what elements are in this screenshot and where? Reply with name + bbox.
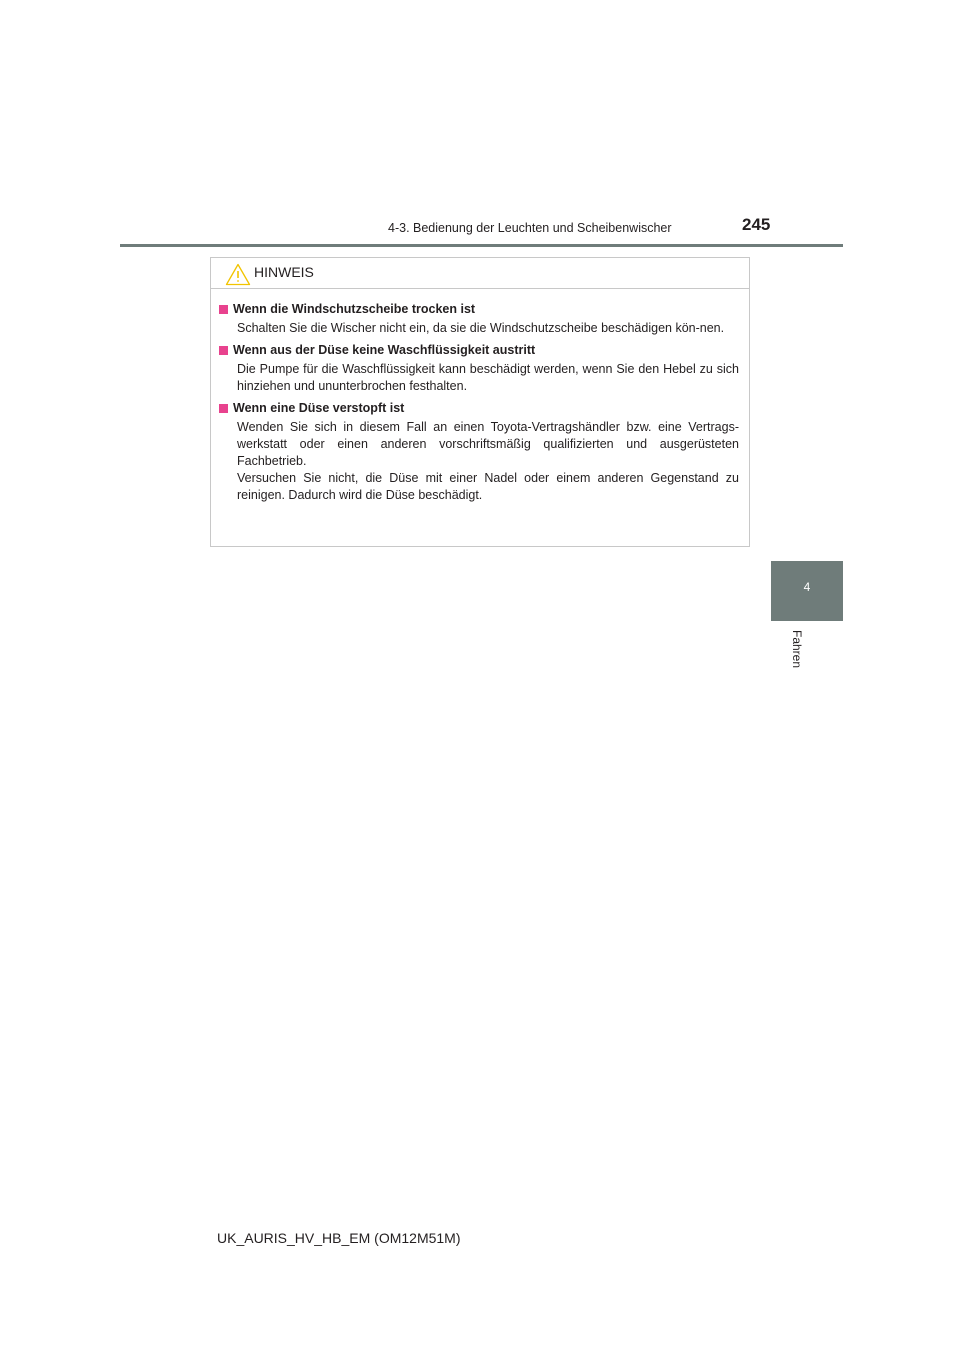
item-heading: Wenn eine Düse verstopft ist: [233, 401, 405, 415]
item-text-continued: Versuchen Sie nicht, die Düse mit einer Nadel oder einem anderen Gegenstand zu reinigen. Dadurch wird die Düse beschädigt.: [237, 471, 739, 502]
notice-item: [219, 400, 739, 504]
notice-title: HINWEIS: [254, 264, 314, 280]
section-title: 4-3. Bedienung der Leuchten und Scheibenwischer: [388, 221, 672, 235]
notice-item: [219, 301, 739, 337]
bullet-square-icon: [219, 305, 228, 314]
document-id: UK_AURIS_HV_HB_EM (OM12M51M): [217, 1230, 461, 1246]
chapter-name: Fahren: [790, 630, 804, 669]
bullet-square-icon: [219, 346, 228, 355]
chapter-number: 4: [803, 580, 811, 594]
notice-body: [211, 289, 749, 504]
bullet-square-icon: [219, 404, 228, 413]
chapter-tab[interactable]: [771, 561, 843, 621]
notice-item: [219, 342, 739, 395]
header-divider: [120, 244, 843, 247]
item-text: Die Pumpe für die Waschflüssigkeit kann beschädigt werden, wenn Sie den Hebel zu sich hinziehen und ununterbrochen festhalten.: [237, 362, 739, 393]
item-heading: Wenn die Windschutzscheibe trocken ist: [233, 302, 476, 316]
notice-box: [210, 257, 750, 547]
page-number: 245: [742, 215, 771, 234]
item-text: Schalten Sie die Wischer nicht ein, da sie die Windschutzscheibe beschädigen kön-nen.: [237, 321, 725, 335]
notice-header: [211, 258, 749, 289]
item-text: Wenden Sie sich in diesem Fall an einen Toyota-Vertragshändler bzw. eine Vertrags-werkstatt oder einen anderen vorschriftsmäßig qualifizierten und ausgerüsteten Fachbetrieb.: [237, 420, 739, 468]
warning-triangle-icon: [225, 263, 251, 286]
item-heading: Wenn aus der Düse keine Waschflüssigkeit austritt: [233, 343, 536, 357]
